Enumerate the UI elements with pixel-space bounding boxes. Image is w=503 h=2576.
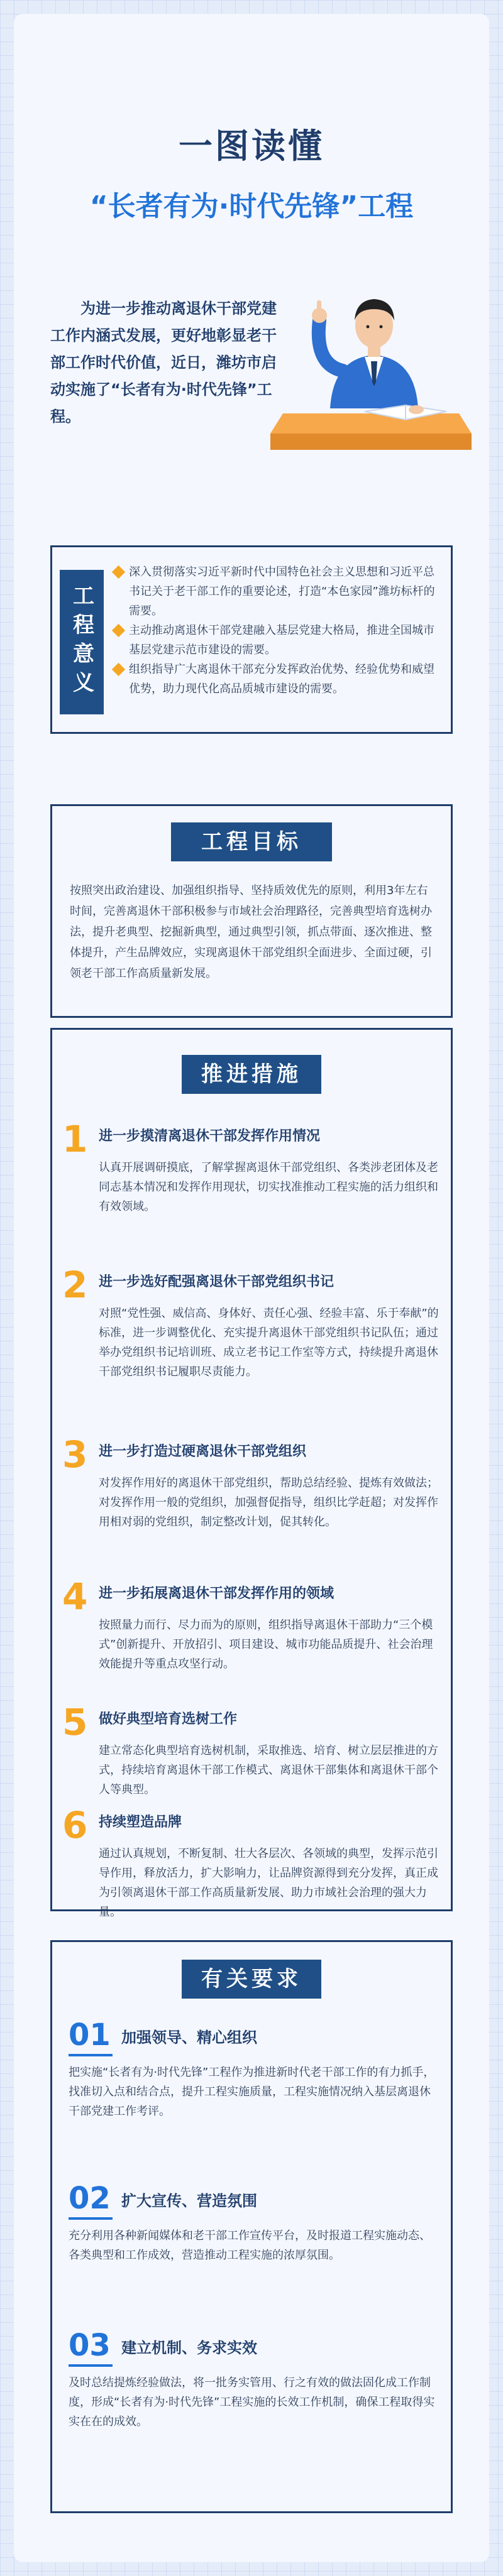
measure-number: 3 <box>62 1433 88 1476</box>
measure-body: 建立常态化典型培育选树机制，采取推选、培育、树立层层推进的方式，持续培育离退休干部工作模式、离退休干部集体和离退休干部个人等典型。 <box>99 1744 438 1796</box>
measure-title: 做好典型培育选树工作 <box>99 1711 238 1727</box>
diamond-bullet-icon <box>112 663 125 676</box>
number-underline <box>69 2054 113 2056</box>
goal-heading: 工程目标 <box>171 822 332 861</box>
requirement-title: 扩大宣传、营造氛围 <box>121 2192 257 2210</box>
measure-number: 5 <box>62 1701 88 1744</box>
measure-number: 1 <box>62 1118 88 1160</box>
list-item: 主动推动离退休干部党建融入基层党建大格局，推进全国城市基层党建示范市建设的需要。 <box>113 621 443 660</box>
requirement-number: 02 <box>69 2181 111 2216</box>
number-underline <box>69 2364 113 2367</box>
list-item: 组织指导广大离退休干部充分发挥政治优势、经验优势和威望优势，助力现代化高品质城市建设的需要。 <box>113 660 443 699</box>
measure-title: 进一步拓展离退休干部发挥作用的领域 <box>99 1586 334 1602</box>
page-title: 一图读懂 <box>179 126 324 166</box>
requirements-section <box>50 1940 453 2513</box>
significance-list <box>113 562 443 699</box>
measure-body: 认真开展调研摸底，了解掌握离退休干部党组织、各类涉老团体及老同志基本情况和发挥作用现状，切实找准推动工程实施的活力组织和有效领域。 <box>99 1161 438 1213</box>
measure-number: 6 <box>62 1804 88 1847</box>
number-underline <box>69 2217 113 2220</box>
measure-title: 进一步打造过硬离退休干部党组织 <box>99 1444 307 1460</box>
measure-title: 进一步摸清离退休干部发挥作用情况 <box>99 1128 321 1144</box>
requirement-title: 加强领导、精心组织 <box>121 2029 257 2046</box>
measure-title: 进一步选好配强离退休干部党组织书记 <box>99 1274 334 1290</box>
measure-body: 按照量力而行、尽力而为的原则，组织指导离退休干部助力“三个模式”创新提升、开放招引、项目建设、城市功能品质提升、社会治理效能提升等重点攻坚行动。 <box>99 1618 433 1671</box>
diamond-bullet-icon <box>112 565 125 579</box>
measure-number: 2 <box>62 1263 88 1306</box>
significance-label: 工程意义 <box>60 570 104 714</box>
list-item: 深入贯彻落实习近平新时代中国特色社会主义思想和习近平总书记关于老干部工作的重要论述，打造“本色家园”潍坊标杆的需要。 <box>113 562 443 621</box>
speaker-at-desk-illustration <box>270 276 478 459</box>
measure-title: 持续塑造品牌 <box>99 1815 182 1830</box>
requirement-body: 充分利用各种新闻媒体和老干部工作宣传平台，及时报道工程实施动态、各类典型和工作成效，营造推动工程实施的浓厚氛围。 <box>69 2229 431 2262</box>
requirement-title: 建立机制、务求实效 <box>121 2339 257 2357</box>
page-subtitle: “长者有为·时代先锋”工程 <box>89 190 414 222</box>
measure-body: 对照“党性强、威信高、身体好、责任心强、经验丰富、乐于奉献”的标准，进一步调整优化、充实提升离退休干部党组织书记队伍；通过举办党组织书记培训班、成立老书记工作室等方式，持续提升离退休干部党组织书记履职尽责能力。 <box>99 1307 439 1378</box>
measures-heading: 推进措施 <box>182 1055 321 1094</box>
requirement-number: 01 <box>69 2017 111 2053</box>
measure-number: 4 <box>62 1575 88 1618</box>
requirement-body: 及时总结提炼经验做法，将一批务实管用、行之有效的做法固化成工作制度，形成“长者有为·时代先锋”工程实施的长效工作机制，确保工程取得实实在在的成效。 <box>69 2376 435 2428</box>
measure-body: 通过认真规划，不断复制、壮大各层次、各领域的典型，发挥示范引导作用，释放活力，扩大影响力，让品牌资源得到充分发挥，真正成为引领离退休干部工作高质量新发展、助力市域社会治理的强大力量。 <box>99 1847 438 1919</box>
significance-section <box>50 545 453 734</box>
diamond-bullet-icon <box>112 624 125 637</box>
measure-body: 对发挥作用好的离退休干部党组织，帮助总结经验、提炼有效做法；对发挥作用一般的党组织，加强督促指导，组织比学赶超；对发挥作用相对弱的党组织，制定整改计划，促其转化。 <box>99 1476 438 1529</box>
requirement-body: 把实施“长者有为·时代先锋”工程作为推进新时代老干部工作的有力抓手，找准切入点和结合点，提升工程实施质量，工程实施情况纳入基层离退休干部党建工作考评。 <box>69 2066 435 2118</box>
goal-section <box>50 804 453 1018</box>
requirement-number: 03 <box>69 2328 111 2363</box>
measures-section <box>50 1028 453 1919</box>
intro-paragraph: 为进一步推动离退休干部党建工作内涵式发展，更好地彰显老干部工作时代价值，近日，潍坊市启动实施了“长者有为·时代先锋”工程。 <box>50 300 277 425</box>
requirements-heading: 有关要求 <box>182 1960 321 1999</box>
goal-body: 按照突出政治建设、加强组织指导、坚持质效优先的原则，利用3年左右时间，完善离退休干部积极参与市域社会治理路径，完善典型培育选树办法，提升老典型、挖掘新典型，通过典型引领，抓点带面、逐次推进、整体提升，产生品牌效应，实现离退休干部党组织全面进步、全面过硬，引领老干部工作高质量新发展。 <box>70 884 432 980</box>
